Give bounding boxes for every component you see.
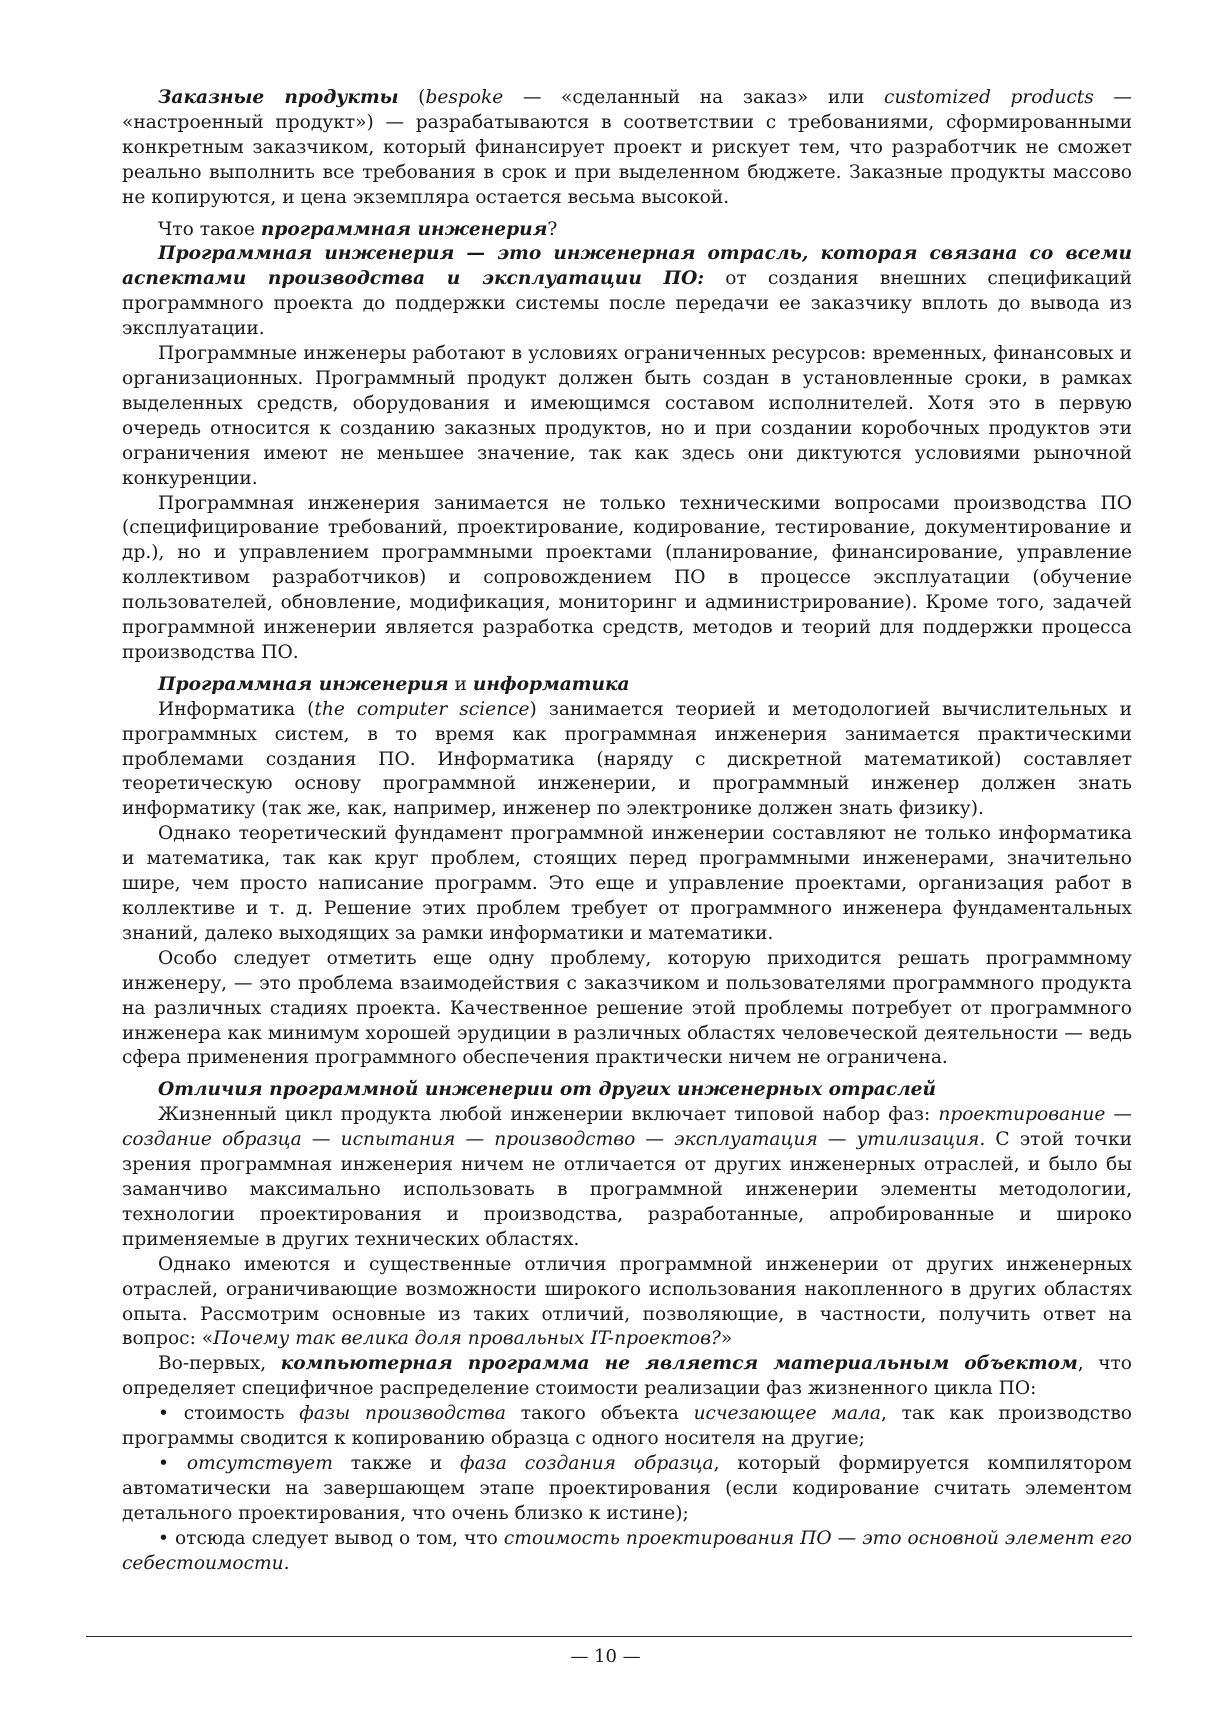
heading-differences: Отличия программной инженерии от других инженерных отраслей xyxy=(158,1079,937,1101)
paragraph-computer-science xyxy=(122,698,1132,823)
lifecycle-phases: проектирование — создание образца — испытания — производство — эксплуатация — утилизация. xyxy=(122,1104,1132,1151)
heading-part: и xyxy=(448,673,473,695)
text-span: » xyxy=(720,1328,733,1350)
paragraph-constraints: Программные инженеры работают в условиях ограниченных ресурсов: временных, финансовых и организационных. Программный продукт должен быть создан в установленные сроки, в рамках выделенных средств, оборудования и имеющимся составом исполнителей. Хотя это в первую очередь относится к созданию заказных продуктов, но и при создании коробочных продуктов эти ограничения имеют не меньшее значение, так как здесь они диктуются условиями рыночной конкуренции. xyxy=(122,343,1132,489)
text-span: Жизненный цикл продукта любой инженерии включает типовой набор фаз: xyxy=(158,1104,939,1126)
page-body xyxy=(122,86,1132,1576)
text-span: ( xyxy=(398,87,426,108)
text-span: — «сделанный на заказ» или xyxy=(503,87,885,108)
paragraph-first-difference xyxy=(122,1352,1132,1402)
heading-part: Программная инженерия xyxy=(158,673,449,695)
paragraph-theoretical-foundation: Однако теоретический фундамент программной инженерии составляют не только информатика и математика, так как круг проблем, стоящих перед программными инженерами, значительно шире, чем просто написание программ. Это еще и управление проектами, организация работ в коллективе и т. д. Решение этих проблем требует от программного инженера фундаментальных знаний, далеко выходящих за рамки информатики и математики. xyxy=(122,823,1132,944)
paragraph-definition xyxy=(122,242,1132,342)
paragraph-differences xyxy=(122,1253,1132,1353)
text-span: С этой точки зрения программная инженерия ничем не отличается от других инженерных отраслей, и было бы заманчиво максимально использовать в программной инженерии элементы методологии, технологии проектирования и производства, разработанные, апробированные и широко применяемые в других технических областях. xyxy=(122,1129,1132,1250)
paragraph-scope: Программная инженерия занимается не только техническими вопросами производства ПО (специфицирование требований, проектирование, кодирование, тестирование, документирование и др.), но и управлением программными проектами (планирование, финансирование, управление коллективом разработчиков) и сопровождением ПО в процессе эксплуатации (обучение пользователей, обновление, модификация, мониторинг и администрирование). Кроме того, задачей программной инженерии является разработка средств, методов и теорий для поддержки процесса производства ПО. xyxy=(122,492,1132,663)
heading-se-and-cs xyxy=(122,673,1132,698)
text-span: от создания внешних спецификаций программного проекта до поддержки системы после передачи ее заказчику вплоть до вывода из эксплуатации. xyxy=(122,268,1132,340)
text-span: также и xyxy=(332,1452,461,1474)
text-span: такого объекта xyxy=(505,1403,694,1425)
text-span: ) занимается теорией и методологией вычислительных и программных систем, в то время как программная инженерия занимается практическими проблемами создания ПО. Информатика (наряду с дискретной математикой) составляет теоретическую основу программной инженерии, и программный инженер должен знать информатику (так же, как, например, инженер по электронике должен знать физику). xyxy=(122,698,1132,820)
term-computer-science: the computer science xyxy=(314,698,530,720)
term-customized-products: customized products xyxy=(884,87,1094,108)
text-span: Что такое xyxy=(158,218,261,240)
term-bespoke: bespoke xyxy=(425,87,504,108)
text-span: — «настроенный продукт») — разрабатываются в соответствии с требованиями, сформированными конкретным заказчиком, который финансирует проект и рискует тем, что разработчик не сможет реально выполнить все требования в срок и при выделенном бюджете. Заказные продукты массово не копируются, и цена экземпляра остается весьма высокой. xyxy=(122,87,1132,208)
question-failed-projects: Почему так велика доля провальных IT-проектов? xyxy=(213,1328,721,1350)
text-span: Во-первых, xyxy=(158,1353,281,1375)
text-span: • отсюда следует вывод о том, что xyxy=(158,1527,504,1549)
text-span: ? xyxy=(547,218,558,240)
bullet-prototype-phase xyxy=(122,1452,1132,1527)
text-span: Информатика ( xyxy=(158,698,315,720)
paragraph-bespoke-products xyxy=(122,86,1132,211)
text-span: Однако имеются и существенные отличия программной инженерии от других инженерных отраслей, ограничивающие возможности широкого использования накопленного в других областях опыта. Рассмотрим основные из таких отличий, позволяющие, в частности, получить ответ на вопрос: « xyxy=(122,1253,1132,1350)
text-span: , который формируется компилятором автоматически на завершающем этапе проектирования (если кодирование считать элементом детального проектирования, что очень близко к истине); xyxy=(122,1452,1132,1524)
paragraph-customer-interaction: Особо следует отметить еще одну проблему, которую приходится решать программному инженеру, — это проблема взаимодействия с заказчиком и пользователями программного продукта на различных стадиях проекта. Качественное решение этой проблемы потребует от программного инженера как минимум хорошей эрудиции в различных областях человеческой деятельности — ведь сфера применения программного обеспечения практически ничем не ограничена. xyxy=(122,947,1132,1069)
bullet-design-cost xyxy=(122,1527,1132,1577)
bullet-production-cost xyxy=(122,1402,1132,1452)
term-vanishingly-small: исчезающее мала xyxy=(693,1403,881,1425)
term-software-engineering: программная инженерия xyxy=(260,218,548,240)
paragraph-question xyxy=(122,218,1132,243)
definition-text: Программная инженерия — это инженерная отрасль, которая связана со всеми аспектами производства и эксплуатации ПО: xyxy=(122,243,1132,290)
term-not-material-object: компьютерная программа не является материальным объектом xyxy=(280,1353,1078,1375)
text-span: , что определяет специфичное распределение стоимости реализации фаз жизненного цикла ПО: xyxy=(122,1353,1132,1400)
term-prototype-phase: фаза создания образца xyxy=(460,1452,714,1474)
footer-divider xyxy=(86,1636,1132,1637)
heading-part: информатика xyxy=(472,673,630,695)
page-number: — 10 — xyxy=(570,1646,641,1667)
text-span: • стоимость xyxy=(158,1403,300,1425)
term-absent: отсутствует xyxy=(186,1452,333,1474)
text-span: , так как производство программы сводится к копированию образца с одного носителя на другие; xyxy=(122,1403,1132,1450)
term-bespoke-products: Заказные продукты xyxy=(158,87,399,108)
text-span: • xyxy=(158,1452,187,1474)
term-production-phase: фазы производства xyxy=(299,1403,506,1425)
paragraph-lifecycle xyxy=(122,1103,1132,1252)
term-design-cost: стоимость проектирования ПО — это основной элемент его себестоимости. xyxy=(122,1527,1132,1574)
